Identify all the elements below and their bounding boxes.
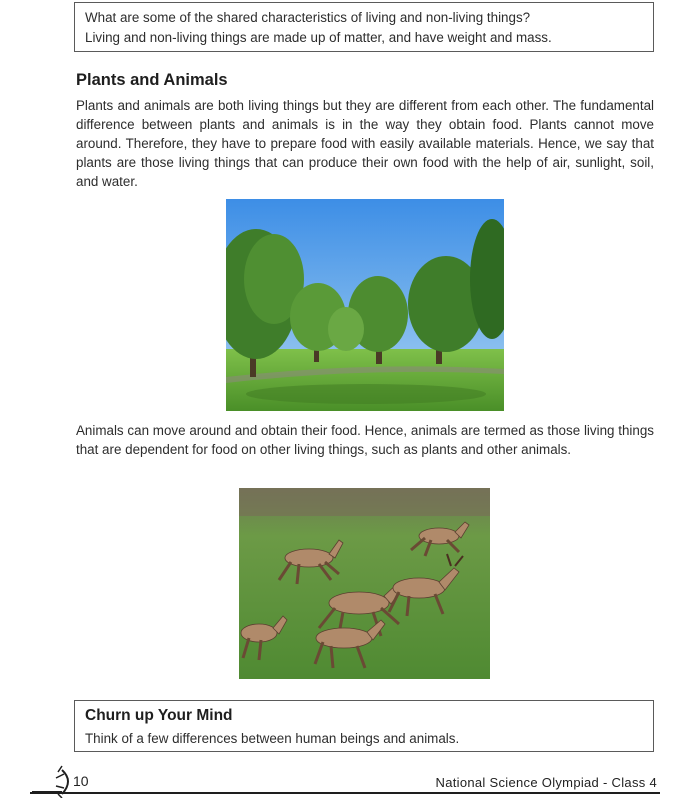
intro-answer: Living and non-living things are made up of matter, and have weight and mass. <box>85 30 552 45</box>
characteristics-box <box>74 2 654 52</box>
churn-up-your-mind-box <box>74 700 654 752</box>
page-number: 10 <box>73 773 89 789</box>
book-title: National Science Olympiad - Class 4 <box>435 775 657 790</box>
mind-box-title: Churn up Your Mind <box>85 707 233 724</box>
intro-question: What are some of the shared characteristics of living and non-living things? <box>85 10 531 25</box>
animals-paragraph: Animals can move around and obtain their food. Hence, animals are termed as those living things that are dependent for food on other living things, such as plants and other animals. <box>76 423 654 457</box>
footer-rule <box>30 792 660 794</box>
mind-box-text: Think of a few differences between human beings and animals. <box>85 731 460 746</box>
trees-photo <box>226 199 504 411</box>
plants-paragraph: Plants and animals are both living things but they are different from each other. The fundamental difference between plants and animals is in the way they obtain food. Plants cannot move around. Therefore, they have to prepare food with easily available materials. Hence, we say that plants are those living things that can produce their own food with the help of air, sunlight, soil, and water. <box>76 98 654 189</box>
deer-photo <box>239 488 490 679</box>
section-heading: Plants and Animals <box>76 71 228 89</box>
